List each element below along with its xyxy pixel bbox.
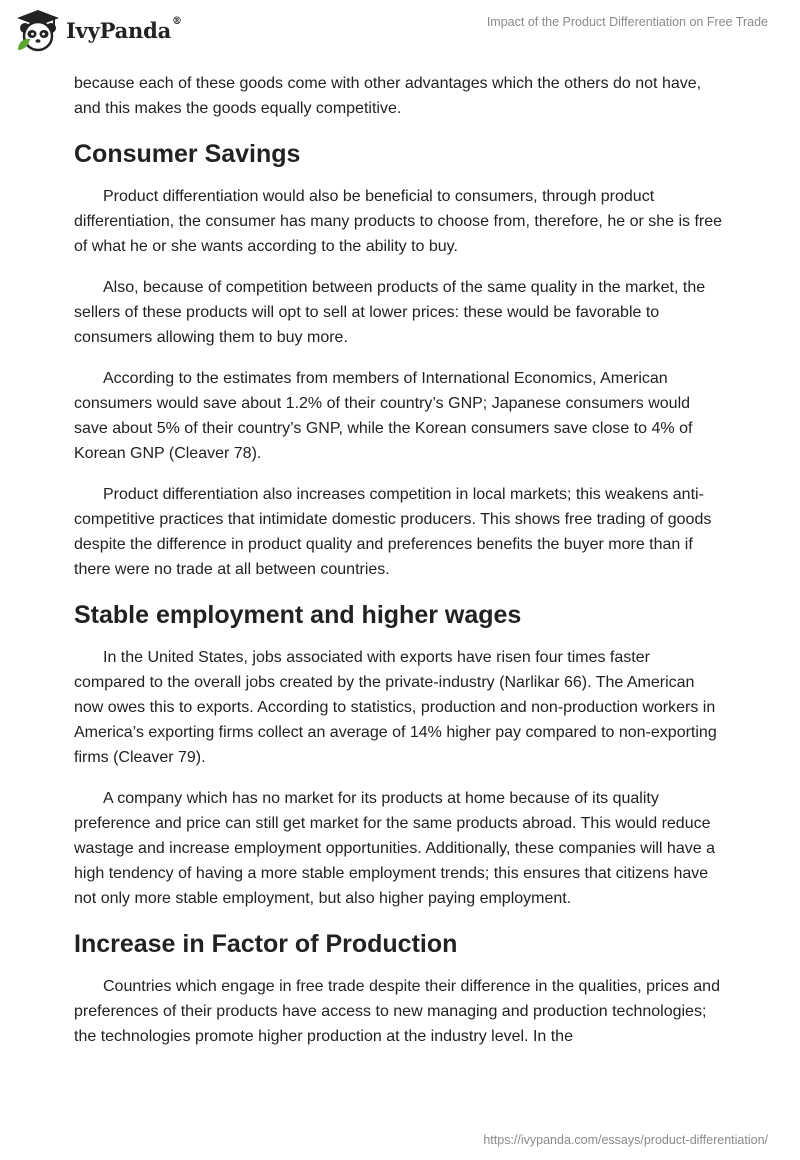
source-url[interactable]: https://ivypanda.com/essays/product-differentiation/ xyxy=(483,1133,768,1147)
paragraph: Product differentiation would also be beneficial to consumers, through product differentiation, the consumer has many products to choose from, therefore, he or she is free of what he or she wants according to the ability to buy. xyxy=(74,188,723,255)
paragraph: Product differentiation also increases competition in local markets; this weakens anti-competitive practices that intimidate domestic producers. This shows free trading of goods despite the difference in product quality and preferences benefits the buyer more than if there were no trade at all between countries. xyxy=(74,486,712,578)
essay-body xyxy=(74,71,724,1065)
page-header xyxy=(0,0,800,70)
paragraph: According to the estimates from members of International Economics, American consumers would save about 1.2% of their country’s GNP; Japanese consumers would save about 5% of their country’s GNP, while the Korean consumers save close to 4% of Korean GNP (Cleaver 78). xyxy=(74,370,693,462)
paragraph: A company which has no market for its products at home because of its quality preference and price can still get market for the same products abroad. This would reduce wastage and increase employment opportunities. Additionally, these companies will have a high tendency of having a more stable employment trends; this ensures that citizens have not only more stable employment, but also higher paying employment. xyxy=(74,790,715,907)
intro-paragraph: because each of these goods come with other advantages which the others do not have, and this makes the goods equally competitive. xyxy=(74,75,702,117)
section-heading-consumer-savings: Consumer Savings xyxy=(74,140,301,168)
registered-mark: ® xyxy=(172,15,182,27)
section-heading-factor-of-production: Increase in Factor of Production xyxy=(74,930,458,958)
panda-graduate-icon xyxy=(15,8,61,52)
paragraph: In the United States, jobs associated with exports have risen four times faster compared to the overall jobs created by the private-industry (Narlikar 66). The American now owes this to exports. According to statistics, production and non-production workers in America’s exporting firms collect an average of 14% higher pay compared to non-exporting firms (Cleaver 79). xyxy=(74,649,717,766)
paragraph: Countries which engage in free trade despite their difference in the qualities, prices and preferences of their products have access to new managing and production technologies; the technologies promote higher production at the industry level. In the xyxy=(74,978,720,1045)
brand-name: IvyPanda® xyxy=(66,15,182,43)
section-heading-stable-employment: Stable employment and higher wages xyxy=(74,601,522,629)
document-title: Impact of the Product Differentiation on Free Trade xyxy=(486,15,768,29)
ivypanda-logo[interactable] xyxy=(15,8,182,52)
paragraph: Also, because of competition between products of the same quality in the market, the sellers of these products will opt to sell at lower prices: these would be favorable to consumers allowing them to buy more. xyxy=(74,279,706,346)
